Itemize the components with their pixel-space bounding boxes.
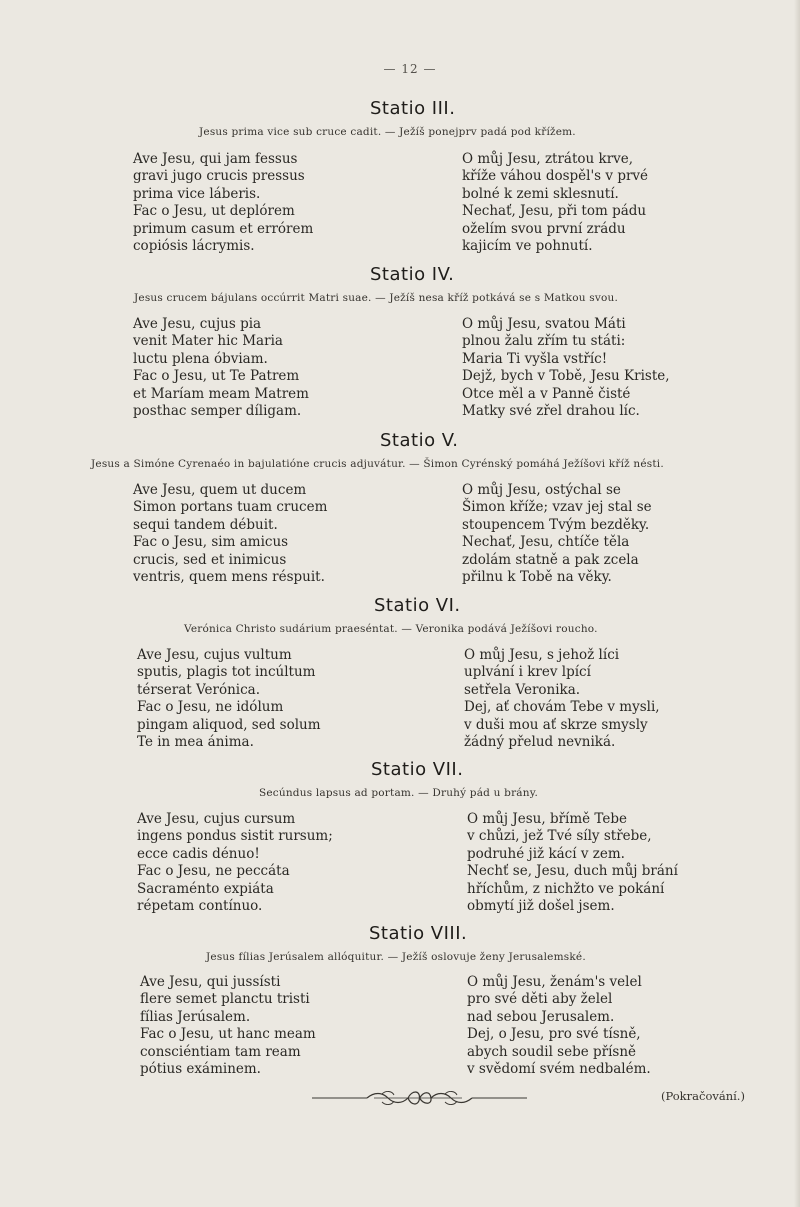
verse-line: pingam aliquod, sed solum	[137, 716, 321, 733]
verse-line: Ave Jesu, cujus vultum	[137, 647, 292, 663]
verse-line: Fac o Jesu, ut Te Patrem	[133, 368, 300, 385]
latin-verse	[133, 316, 309, 420]
verse-line: Te in mea ánima.	[137, 734, 254, 751]
verse-line: Sacraménto expiáta	[137, 880, 274, 897]
verse-line: posthac semper díligam.	[133, 403, 302, 420]
latin-verse	[133, 482, 327, 586]
page-edge	[794, 0, 800, 1207]
verse-line: Nechať, Jesu, chtíče těla	[462, 534, 630, 551]
verse-line: pro své děti aby želel	[467, 991, 613, 1008]
verse-line: O můj Jesu, ztrátou krve,	[462, 151, 634, 167]
verse-line: Nechť se, Jesu, duch můj brání	[467, 863, 678, 880]
page-number: — 12 —	[383, 62, 437, 76]
verse-line: Ave Jesu, quem ut ducem	[133, 482, 307, 498]
verse-line: consciéntiam tam ream	[140, 1043, 301, 1060]
verse-line: nad sebou Jerusalem.	[467, 1008, 615, 1025]
verse-line: Dejž, bych v Tobě, Jesu Kriste,	[462, 368, 670, 385]
czech-verse	[462, 151, 648, 255]
verse-line: podruhé již kácí v zem.	[467, 845, 625, 862]
verse-line: O můj Jesu, svatou Máti	[462, 316, 626, 332]
verse-line: ecce cadis dénuo!	[137, 845, 260, 862]
verse-line: ingens pondus sistit rursum;	[137, 828, 333, 845]
verse-line: sputis, plagis tot incúltum	[137, 664, 316, 681]
verse-line: abych soudil sebe přísně	[467, 1043, 637, 1060]
station-subtitle: Jesus fílias Jerúsalem allóquitur. — Ježíš oslovuje ženy Jerusalemské.	[206, 951, 586, 963]
continued-note: (Pokračování.)	[661, 1089, 745, 1103]
verse-line: copiósis lácrymis.	[133, 238, 255, 255]
verse-line: obmytí již došel jsem.	[467, 898, 615, 915]
station-title: Statio VII.	[371, 759, 464, 780]
verse-line: primum casum et errórem	[133, 220, 314, 237]
latin-verse	[140, 974, 316, 1078]
verse-line: O můj Jesu, ostýchal se	[462, 482, 621, 498]
verse-line: setřela Veronika.	[464, 681, 581, 698]
verse-line: hříchům, z nichžto ve pokání	[467, 880, 665, 897]
verse-line: gravi jugo crucis pressus	[133, 168, 305, 185]
verse-line: sequi tandem débuit.	[133, 516, 278, 533]
station-subtitle: Jesus a Simóne Cyrenaéo in bajulatióne crucis adjuvátur. — Šimon Cyrénský pomáhá Ježíšovi kříž nésti.	[91, 458, 664, 470]
czech-verse	[462, 316, 670, 420]
station-subtitle: Jesus crucem bájulans occúrrit Matri suae. — Ježíš nesa kříž potkává se s Matkou svou.	[134, 292, 618, 304]
verse-line: Fac o Jesu, ne idólum	[137, 699, 284, 716]
station-title: Statio VIII.	[369, 923, 468, 944]
verse-line: Šimon kříže; vzav jej stal se	[462, 499, 652, 516]
verse-line: Ave Jesu, cujus cursum	[137, 811, 296, 827]
verse-line: Fac o Jesu, sim amicus	[133, 534, 289, 551]
verse-line: crucis, sed et inimicus	[133, 551, 287, 568]
latin-verse	[133, 151, 313, 255]
verse-line: v duši mou ať skrze smysly	[464, 716, 648, 733]
verse-line: luctu plena óbviam.	[133, 350, 268, 367]
czech-verse	[462, 482, 652, 586]
verse-line: O můj Jesu, s jehož líci	[464, 647, 620, 663]
verse-line: fílias Jerúsalem.	[140, 1008, 251, 1025]
latin-verse	[137, 647, 321, 751]
decorative-flourish-icon	[312, 1088, 527, 1108]
verse-line: bolné k zemi sklesnutí.	[462, 185, 619, 202]
verse-line: Otce měl a v Panně čisté	[462, 385, 631, 402]
verse-line: et Maríam meam Matrem	[133, 385, 309, 402]
verse-line: Maria Ti vyšla vstříc!	[462, 350, 608, 367]
verse-line: Simon portans tuam crucem	[133, 499, 328, 516]
verse-line: Nechať, Jesu, při tom pádu	[462, 203, 647, 220]
verse-line: stoupencem Tvým bezděky.	[462, 516, 650, 533]
verse-line: oželím svou první zrádu	[462, 220, 626, 237]
verse-line: plnou žalu zřím tu státi:	[462, 333, 626, 350]
station-title: Statio V.	[380, 430, 459, 451]
latin-verse	[137, 811, 333, 915]
station-title: Statio IV.	[370, 264, 455, 285]
verse-line: uplvání i krev lpící	[464, 664, 591, 681]
czech-verse	[467, 811, 678, 915]
station-title: Statio III.	[370, 98, 456, 119]
verse-line: Ave Jesu, qui jussísti	[140, 974, 281, 990]
verse-line: ventris, quem mens réspuit.	[133, 569, 325, 586]
verse-line: zdolám statně a pak zcela	[462, 551, 639, 568]
verse-line: O můj Jesu, ženám's velel	[467, 974, 642, 990]
verse-line: répetam contínuo.	[137, 898, 263, 915]
verse-line: kajicím ve pohnutí.	[462, 238, 593, 255]
verse-line: prima vice láberis.	[133, 185, 261, 202]
czech-verse	[467, 974, 651, 1078]
verse-line: Fac o Jesu, ut hanc meam	[140, 1026, 316, 1043]
station-subtitle: Secúndus lapsus ad portam. — Druhý pád u brány.	[259, 787, 538, 799]
verse-line: v svědomí svém nedbalém.	[467, 1061, 651, 1078]
station-title: Statio VI.	[374, 595, 461, 616]
verse-line: přilnu k Tobě na věky.	[462, 569, 612, 586]
verse-line: térserat Verónica.	[137, 681, 260, 698]
station-subtitle: Jesus prima vice sub cruce cadit. — Ježíš ponejprv padá pod křížem.	[199, 126, 576, 138]
verse-line: Matky své zřel drahou líc.	[462, 403, 640, 420]
czech-verse	[464, 647, 660, 751]
verse-line: venit Mater hic Maria	[133, 333, 283, 350]
verse-line: Fac o Jesu, ut deplórem	[133, 203, 295, 220]
verse-line: kříže váhou dospěl's v prvé	[462, 168, 649, 185]
verse-line: Ave Jesu, cujus pia	[133, 316, 262, 332]
verse-line: flere semet planctu tristi	[140, 991, 310, 1008]
verse-line: Ave Jesu, qui jam fessus	[133, 151, 298, 167]
verse-line: Dej, ať chovám Tebe v mysli,	[464, 699, 660, 716]
station-subtitle: Verónica Christo sudárium praeséntat. — Veronika podává Ježíšovi roucho.	[184, 623, 598, 635]
verse-line: Dej, o Jesu, pro své tísně,	[467, 1026, 641, 1043]
verse-line: O můj Jesu, břímě Tebe	[467, 811, 628, 827]
verse-line: pótius exáminem.	[140, 1061, 261, 1078]
verse-line: Fac o Jesu, ne peccáta	[137, 863, 290, 880]
verse-line: žádný přelud nevniká.	[464, 734, 616, 751]
verse-line: v chůzi, jež Tvé síly střebe,	[467, 828, 652, 845]
